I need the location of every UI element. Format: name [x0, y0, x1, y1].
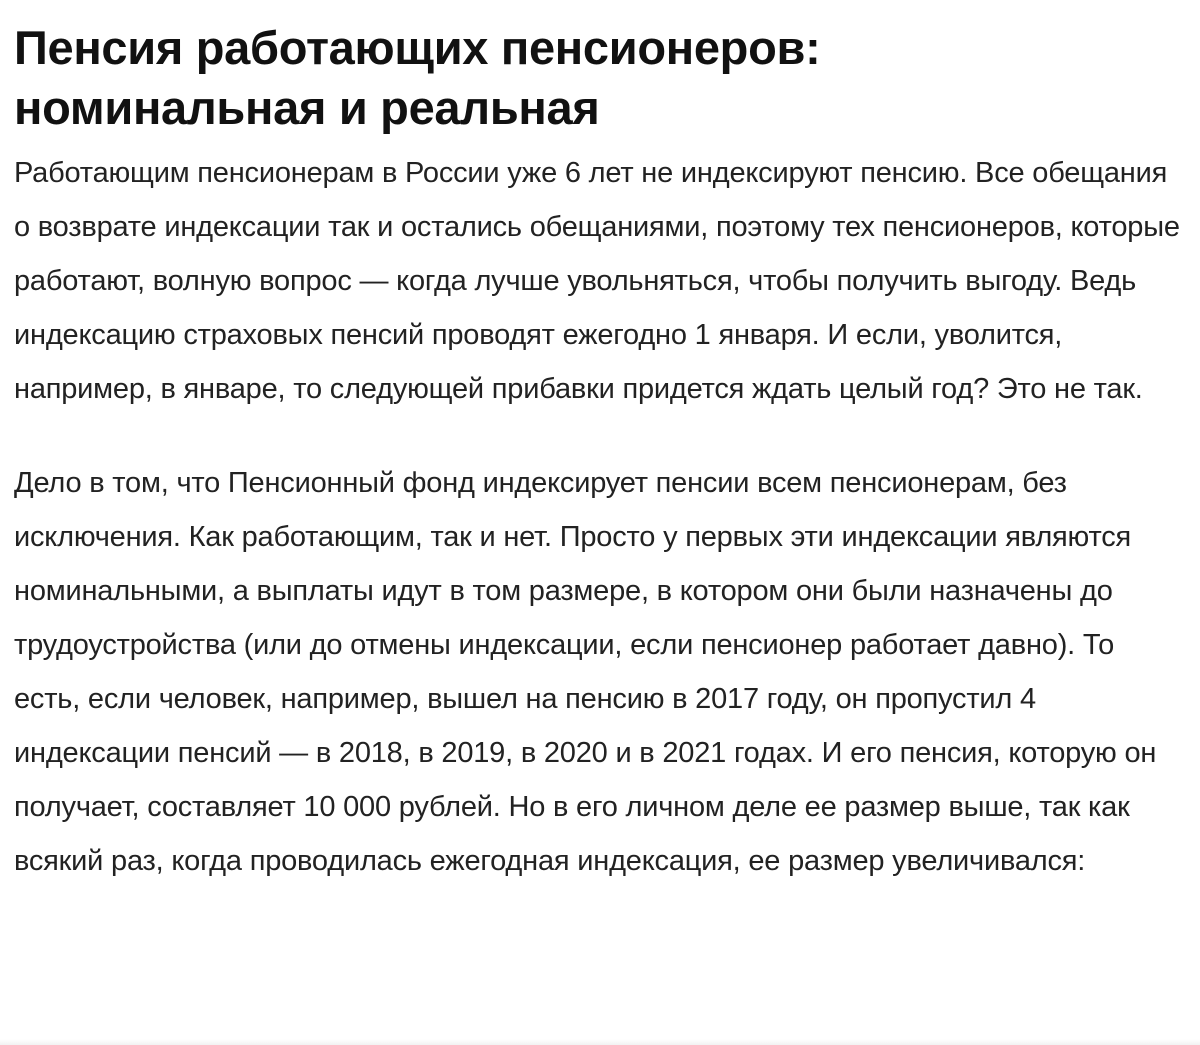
bottom-fade [0, 1039, 1200, 1045]
article [14, 18, 1186, 888]
article-paragraph-1: Работающим пенсионерам в России уже 6 лет не индексируют пенсию. Все обещания о возврате индексации так и остались обещаниями, поэтому тех пенсионеров, которые работают, волную вопрос — когда лучше увольняться, чтобы получить выгоду. Ведь индексацию страховых пенсий проводят ежегодно 1 января. И если, уволится, например, в январе, то следующей прибавки придется ждать целый год? Это не так. [14, 157, 1180, 405]
article-paragraph-2: Дело в том, что Пенсионный фонд индексирует пенсии всем пенсионерам, без исключения. Как работающим, так и нет. Просто у первых эти индексации являются номинальными, а выплаты идут в том размере, в котором они были назначены до трудоустройства (или до отмены индексации, если пенсионер работает давно). То есть, если человек, например, вышел на пенсию в 2017 году, он пропустил 4 индексации пенсий — в 2018, в 2019, в 2020 и в 2021 годах. И его пенсия, которую он получает, составляет 10 000 рублей. Но в его личном деле ее размер выше, так как всякий раз, когда проводилась ежегодная индексация, ее размер увеличивался: [14, 467, 1157, 877]
article-title: Пенсия работающих пенсионеров: номинальная и реальная [14, 21, 821, 134]
